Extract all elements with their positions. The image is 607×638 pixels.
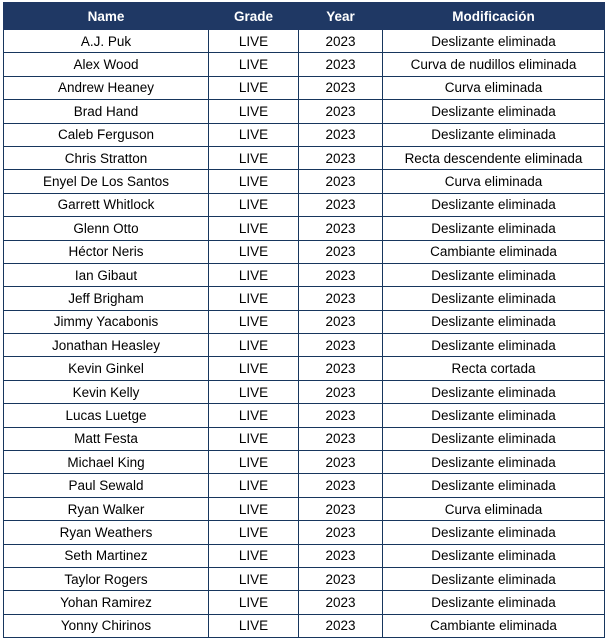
cell-grade: LIVE xyxy=(209,30,299,53)
cell-grade: LIVE xyxy=(209,591,299,614)
cell-grade: LIVE xyxy=(209,474,299,497)
table-row xyxy=(4,357,605,380)
cell-year: 2023 xyxy=(299,521,383,544)
cell-modificacion: Deslizante eliminada xyxy=(383,123,605,146)
table-body xyxy=(4,30,605,638)
table-row xyxy=(4,100,605,123)
column-header-name: Name xyxy=(4,3,209,30)
cell-modificacion: Deslizante eliminada xyxy=(383,451,605,474)
table-row xyxy=(4,240,605,263)
cell-name: Ryan Weathers xyxy=(4,521,209,544)
table-row xyxy=(4,474,605,497)
cell-modificacion: Recta cortada xyxy=(383,357,605,380)
cell-grade: LIVE xyxy=(209,123,299,146)
cell-modificacion: Deslizante eliminada xyxy=(383,404,605,427)
cell-modificacion: Deslizante eliminada xyxy=(383,310,605,333)
cell-year: 2023 xyxy=(299,357,383,380)
cell-modificacion: Deslizante eliminada xyxy=(383,474,605,497)
table-row xyxy=(4,404,605,427)
cell-name: Kevin Ginkel xyxy=(4,357,209,380)
cell-name: Matt Festa xyxy=(4,427,209,450)
cell-modificacion: Deslizante eliminada xyxy=(383,334,605,357)
cell-year: 2023 xyxy=(299,240,383,263)
table-row xyxy=(4,123,605,146)
cell-name: Lucas Luetge xyxy=(4,404,209,427)
cell-modificacion: Curva de nudillos eliminada xyxy=(383,53,605,76)
cell-name: Jeff Brigham xyxy=(4,287,209,310)
table-row xyxy=(4,53,605,76)
cell-name: Enyel De Los Santos xyxy=(4,170,209,193)
cell-name: Brad Hand xyxy=(4,100,209,123)
cell-year: 2023 xyxy=(299,334,383,357)
cell-year: 2023 xyxy=(299,76,383,99)
cell-year: 2023 xyxy=(299,567,383,590)
table-header xyxy=(4,3,605,30)
table-row xyxy=(4,146,605,169)
table-row xyxy=(4,334,605,357)
cell-modificacion: Deslizante eliminada xyxy=(383,217,605,240)
cell-name: Jonathan Heasley xyxy=(4,334,209,357)
cell-name: Jimmy Yacabonis xyxy=(4,310,209,333)
cell-modificacion: Cambiante eliminada xyxy=(383,240,605,263)
cell-grade: LIVE xyxy=(209,100,299,123)
table-row xyxy=(4,614,605,637)
cell-year: 2023 xyxy=(299,544,383,567)
table-row xyxy=(4,380,605,403)
cell-grade: LIVE xyxy=(209,217,299,240)
cell-name: Glenn Otto xyxy=(4,217,209,240)
table-row xyxy=(4,217,605,240)
cell-grade: LIVE xyxy=(209,170,299,193)
cell-grade: LIVE xyxy=(209,427,299,450)
cell-modificacion: Deslizante eliminada xyxy=(383,193,605,216)
cell-name: Héctor Neris xyxy=(4,240,209,263)
table-row xyxy=(4,451,605,474)
cell-grade: LIVE xyxy=(209,614,299,637)
cell-name: A.J. Puk xyxy=(4,30,209,53)
table-row xyxy=(4,263,605,286)
column-header-grade: Grade xyxy=(209,3,299,30)
cell-modificacion: Deslizante eliminada xyxy=(383,567,605,590)
cell-modificacion: Curva eliminada xyxy=(383,76,605,99)
cell-name: Kevin Kelly xyxy=(4,380,209,403)
cell-modificacion: Deslizante eliminada xyxy=(383,30,605,53)
cell-year: 2023 xyxy=(299,263,383,286)
cell-grade: LIVE xyxy=(209,497,299,520)
cell-modificacion: Deslizante eliminada xyxy=(383,521,605,544)
cell-grade: LIVE xyxy=(209,544,299,567)
cell-year: 2023 xyxy=(299,146,383,169)
table-header-row xyxy=(4,3,605,30)
cell-grade: LIVE xyxy=(209,76,299,99)
player-modifications-table xyxy=(3,2,605,638)
cell-year: 2023 xyxy=(299,404,383,427)
table-row xyxy=(4,310,605,333)
table-row xyxy=(4,521,605,544)
table-row xyxy=(4,427,605,450)
cell-name: Seth Martinez xyxy=(4,544,209,567)
cell-year: 2023 xyxy=(299,100,383,123)
cell-year: 2023 xyxy=(299,591,383,614)
cell-year: 2023 xyxy=(299,123,383,146)
cell-name: Caleb Ferguson xyxy=(4,123,209,146)
cell-modificacion: Deslizante eliminada xyxy=(383,380,605,403)
table-row xyxy=(4,567,605,590)
cell-grade: LIVE xyxy=(209,310,299,333)
table-row xyxy=(4,544,605,567)
table-row xyxy=(4,497,605,520)
cell-modificacion: Curva eliminada xyxy=(383,170,605,193)
cell-grade: LIVE xyxy=(209,287,299,310)
cell-year: 2023 xyxy=(299,53,383,76)
cell-modificacion: Deslizante eliminada xyxy=(383,427,605,450)
cell-name: Ian Gibaut xyxy=(4,263,209,286)
cell-year: 2023 xyxy=(299,170,383,193)
cell-modificacion: Deslizante eliminada xyxy=(383,591,605,614)
cell-grade: LIVE xyxy=(209,334,299,357)
cell-year: 2023 xyxy=(299,614,383,637)
cell-name: Yohan Ramirez xyxy=(4,591,209,614)
table-row xyxy=(4,76,605,99)
table-row xyxy=(4,170,605,193)
cell-modificacion: Deslizante eliminada xyxy=(383,100,605,123)
cell-grade: LIVE xyxy=(209,451,299,474)
cell-year: 2023 xyxy=(299,310,383,333)
cell-year: 2023 xyxy=(299,193,383,216)
cell-modificacion: Recta descendente eliminada xyxy=(383,146,605,169)
table-row xyxy=(4,30,605,53)
cell-modificacion: Deslizante eliminada xyxy=(383,544,605,567)
cell-year: 2023 xyxy=(299,474,383,497)
table-row xyxy=(4,193,605,216)
cell-grade: LIVE xyxy=(209,567,299,590)
cell-name: Taylor Rogers xyxy=(4,567,209,590)
cell-year: 2023 xyxy=(299,30,383,53)
cell-modificacion: Cambiante eliminada xyxy=(383,614,605,637)
cell-name: Michael King xyxy=(4,451,209,474)
cell-grade: LIVE xyxy=(209,357,299,380)
cell-name: Paul Sewald xyxy=(4,474,209,497)
cell-grade: LIVE xyxy=(209,404,299,427)
cell-grade: LIVE xyxy=(209,240,299,263)
table-row xyxy=(4,287,605,310)
cell-grade: LIVE xyxy=(209,263,299,286)
cell-grade: LIVE xyxy=(209,380,299,403)
column-header-year: Year xyxy=(299,3,383,30)
cell-year: 2023 xyxy=(299,380,383,403)
cell-name: Andrew Heaney xyxy=(4,76,209,99)
cell-year: 2023 xyxy=(299,217,383,240)
cell-name: Ryan Walker xyxy=(4,497,209,520)
cell-modificacion: Deslizante eliminada xyxy=(383,263,605,286)
cell-grade: LIVE xyxy=(209,193,299,216)
cell-name: Garrett Whitlock xyxy=(4,193,209,216)
column-header-modificacion: Modificación xyxy=(383,3,605,30)
cell-year: 2023 xyxy=(299,287,383,310)
cell-name: Alex Wood xyxy=(4,53,209,76)
cell-modificacion: Deslizante eliminada xyxy=(383,287,605,310)
cell-year: 2023 xyxy=(299,427,383,450)
cell-grade: LIVE xyxy=(209,146,299,169)
cell-name: Yonny Chirinos xyxy=(4,614,209,637)
cell-grade: LIVE xyxy=(209,53,299,76)
cell-modificacion: Curva eliminada xyxy=(383,497,605,520)
cell-year: 2023 xyxy=(299,451,383,474)
cell-year: 2023 xyxy=(299,497,383,520)
table-row xyxy=(4,591,605,614)
cell-grade: LIVE xyxy=(209,521,299,544)
cell-name: Chris Stratton xyxy=(4,146,209,169)
